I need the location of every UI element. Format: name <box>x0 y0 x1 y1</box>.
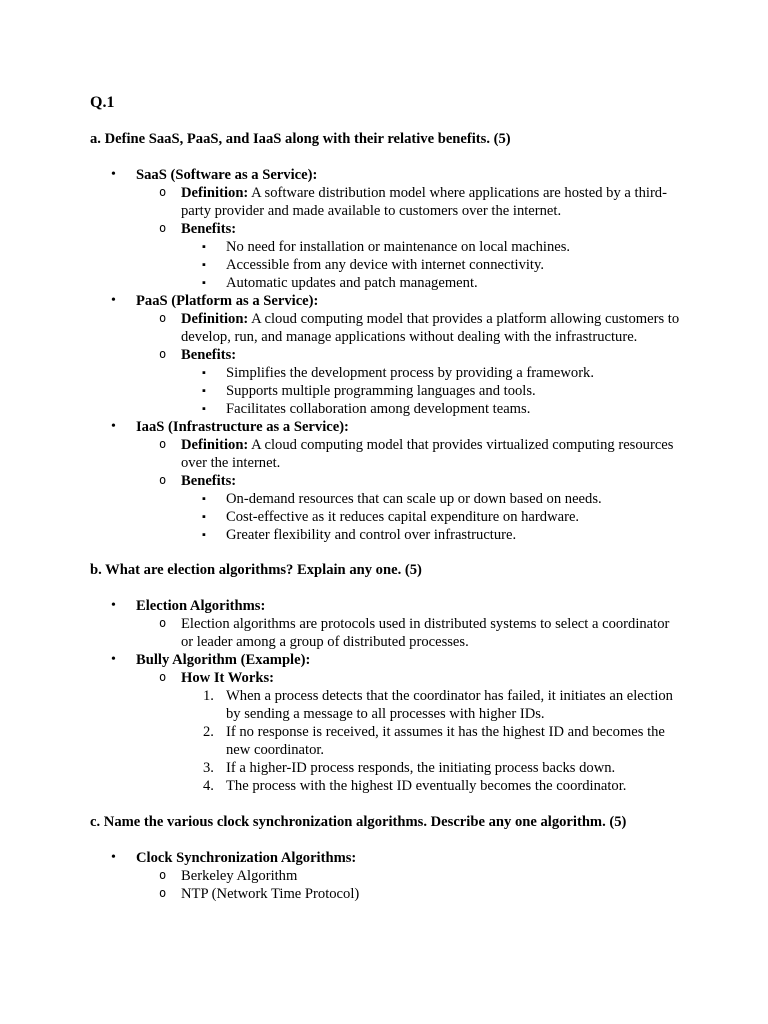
part-a-heading: a. Define SaaS, PaaS, and IaaS along with their relative benefits. (5) <box>90 131 511 147</box>
paas-definition: o Definition: A cloud computing model that provides a platform allowing customers to develop, run, and manage applications without dealing with the infrastructure. <box>136 310 680 346</box>
list-item: o NTP (Network Time Protocol) <box>136 885 680 903</box>
paas-benefits: o Benefits: ▪ Simplifies the development process by providing a framework. ▪ Supports multiple programming languages and tools. ▪ Facilitates collaboration among development teams. <box>136 346 680 418</box>
part-b-heading: b. What are election algorithms? Explain any one. (5) <box>90 562 422 578</box>
paas-title: PaaS (Platform as a Service): <box>136 293 319 309</box>
election-description: o Election algorithms are protocols used in distributed systems to select a coordinator or leader among a group of distributed processes. <box>136 615 680 651</box>
list-item: 1. When a process detects that the coordinator has failed, it initiates an election by sending a message to all processes with higher IDs. <box>203 688 673 722</box>
list-item: 4. The process with the highest ID eventually becomes the coordinator. <box>203 778 627 794</box>
list-item-saas <box>90 166 680 292</box>
iaas-benefits: o Benefits: ▪ On-demand resources that can scale up or down based on needs. ▪ Cost-effective as it reduces capital expenditure on hardware. ▪ Greater flexibility and control over infrastructure. <box>136 472 680 544</box>
list-item: ▪ No need for installation or maintenance on local machines. <box>181 238 680 256</box>
list-item-iaas <box>90 418 680 544</box>
part-c-heading: c. Name the various clock synchronization algorithms. Describe any one algorithm. (5) <box>90 814 627 830</box>
list-item: ▪ Facilitates collaboration among development teams. <box>181 400 680 418</box>
iaas-definition: o Definition: A cloud computing model that provides virtualized computing resources over the internet. <box>136 436 680 472</box>
bully-title: Bully Algorithm (Example): <box>136 652 311 668</box>
list-item-bully <box>90 651 680 795</box>
list-item: ▪ Supports multiple programming languages and tools. <box>181 382 680 400</box>
saas-benefits: o Benefits: ▪ No need for installation or maintenance on local machines. ▪ Accessible from any device with internet connectivity. ▪ Automatic updates and patch management. <box>136 220 680 292</box>
part-c-list <box>90 849 680 903</box>
part-a-list <box>90 166 680 544</box>
document-content <box>90 93 680 903</box>
election-title: Election Algorithms: <box>136 598 266 614</box>
list-item-election <box>90 597 680 651</box>
part-b-list <box>90 597 680 795</box>
list-item-clock-sync <box>90 849 680 903</box>
clock-sync-title: Clock Synchronization Algorithms: <box>136 850 357 866</box>
list-item: ▪ Simplifies the development process by providing a framework. <box>181 364 680 382</box>
list-item: ▪ Greater flexibility and control over infrastructure. <box>181 526 680 544</box>
list-item-paas <box>90 292 680 418</box>
list-item: ▪ Accessible from any device with internet connectivity. <box>181 256 680 274</box>
saas-definition: o Definition: A software distribution model where applications are hosted by a third-party provider and made available to customers over the internet. <box>136 184 680 220</box>
bully-steps <box>181 687 680 795</box>
list-item: 3. If a higher-ID process responds, the initiating process backs down. <box>203 760 616 776</box>
how-it-works: o How It Works: 1. When a process detects that the coordinator has failed, it initiates an election by sending a message to all processes with higher IDs. 2. If no response is received, it assumes it has the highest ID and becomes the new coordinator. 3. If a higher-ID process responds, the initiating process backs down. 4. The process with the highest ID eventually becomes the coordinator. <box>136 669 680 795</box>
iaas-title: IaaS (Infrastructure as a Service): <box>136 419 349 435</box>
saas-title: SaaS (Software as a Service): <box>136 167 318 183</box>
question-title: Q.1 <box>90 94 115 111</box>
list-item: ▪ On-demand resources that can scale up or down based on needs. <box>181 490 680 508</box>
list-item: ▪ Automatic updates and patch management. <box>181 274 680 292</box>
list-item: o Berkeley Algorithm <box>136 867 680 885</box>
list-item: 2. If no response is received, it assumes it has the highest ID and becomes the new coordinator. <box>203 724 665 758</box>
list-item: ▪ Cost-effective as it reduces capital expenditure on hardware. <box>181 508 680 526</box>
